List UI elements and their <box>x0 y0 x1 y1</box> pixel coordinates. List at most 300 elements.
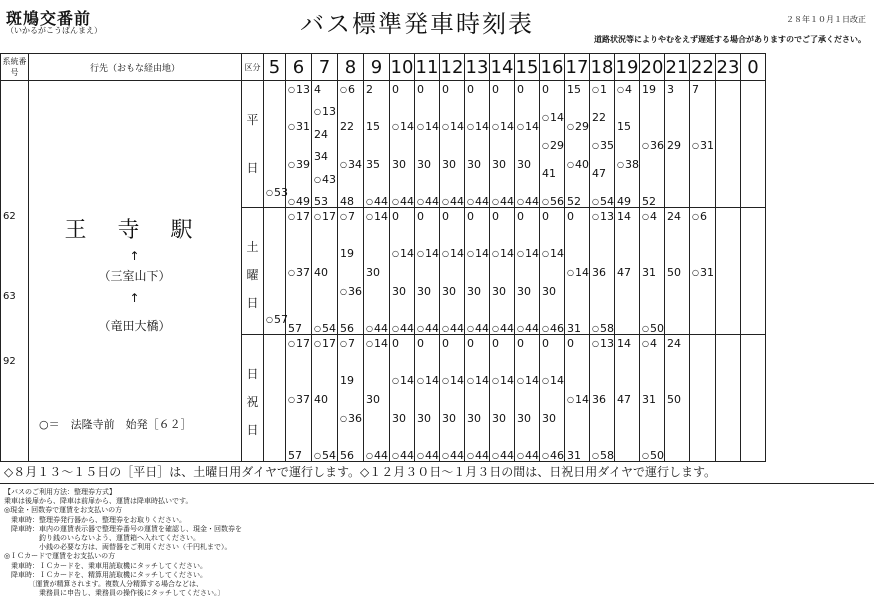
origin-mark-icon: ○ <box>392 451 399 460</box>
departure-minute <box>667 267 681 279</box>
minute-value: 7 <box>347 210 355 223</box>
day-type-label: 日 <box>246 161 259 175</box>
departure-minute <box>567 211 574 223</box>
origin-mark-icon: ○ <box>542 249 549 258</box>
minute-value: 58 <box>599 322 614 335</box>
minute-value: 37 <box>295 266 310 279</box>
minute-value: 13 <box>599 210 614 223</box>
departure-minute <box>567 121 589 133</box>
minute-cell <box>540 335 565 462</box>
departure-minute <box>467 338 474 350</box>
minute-value: 30 <box>417 285 431 298</box>
departure-minute <box>392 211 399 223</box>
departure-minute <box>288 211 310 223</box>
departure-minute <box>592 196 614 208</box>
minute-value: 14 <box>424 120 439 133</box>
origin-mark-icon: ○ <box>467 451 474 460</box>
minute-value: 44 <box>449 322 464 335</box>
departure-minute <box>617 267 631 279</box>
minute-value: 46 <box>549 449 564 462</box>
hour-header: 23 <box>716 54 741 81</box>
minute-value: 31 <box>642 393 656 406</box>
rule-line: 【バスのご利用方法：整理券方式】 <box>4 488 116 496</box>
departure-minute <box>492 159 506 171</box>
origin-mark-icon: ○ <box>592 212 599 221</box>
departure-minute <box>417 121 439 133</box>
minute-cell <box>440 335 465 462</box>
hour-header: 22 <box>690 54 716 81</box>
minute-value: 6 <box>347 83 355 96</box>
origin-mark-icon: ○ <box>492 249 499 258</box>
revision-date: ２８年１０月１日改正 <box>786 15 866 24</box>
origin-mark-icon: ○ <box>492 197 499 206</box>
hour-header: 15 <box>515 54 540 81</box>
departure-minute <box>288 196 310 208</box>
rule-line: 〔運賃が精算されます。複数人分精算する場合などは、 <box>4 580 203 589</box>
minute-value: 14 <box>499 374 514 387</box>
departure-minute <box>517 84 524 96</box>
departure-minute <box>542 84 549 96</box>
origin-mark-icon: ○ <box>288 85 295 94</box>
departure-minute <box>592 112 606 124</box>
origin-mark-icon: ○ <box>467 324 474 333</box>
origin-mark-icon: ○ <box>366 324 373 333</box>
minute-value: 40 <box>574 158 589 171</box>
departure-minute <box>417 159 431 171</box>
departure-minute <box>617 394 631 406</box>
minute-value: 14 <box>549 111 564 124</box>
origin-mark-icon: ○ <box>417 324 424 333</box>
departure-minute <box>642 84 656 96</box>
hour-header: 7 <box>312 54 338 81</box>
minute-value: 0 <box>442 83 449 96</box>
departure-minute <box>542 413 556 425</box>
departure-minute <box>592 84 607 96</box>
minute-cell <box>590 208 615 335</box>
departure-minute <box>517 338 524 350</box>
departure-minute <box>417 248 439 260</box>
minute-cell <box>690 335 716 462</box>
departure-minute <box>567 394 589 406</box>
origin-mark-icon: ○ <box>314 175 321 184</box>
minute-cell <box>312 81 338 208</box>
departure-minute <box>366 323 388 335</box>
minute-value: 46 <box>549 322 564 335</box>
minute-cell <box>690 208 716 335</box>
departure-minute <box>340 375 354 387</box>
departure-minute <box>567 196 581 208</box>
minute-value: 0 <box>392 83 399 96</box>
origin-mark-icon: ○ <box>567 122 574 131</box>
minute-value: 24 <box>667 210 681 223</box>
minute-value: 34 <box>347 158 362 171</box>
minute-value: 17 <box>295 210 310 223</box>
departure-minute <box>542 196 564 208</box>
departure-minute <box>542 112 564 124</box>
departure-minute <box>667 140 681 152</box>
minute-cell <box>565 81 590 208</box>
minute-value: 50 <box>667 266 681 279</box>
minute-value: 30 <box>417 158 431 171</box>
route-number: 62 <box>3 211 16 222</box>
departure-minute <box>366 338 388 350</box>
minute-cell <box>465 208 490 335</box>
minute-value: 4 <box>649 210 657 223</box>
minute-value: 14 <box>449 247 464 260</box>
origin-mark-icon: ○ <box>517 324 524 333</box>
departure-minute <box>314 106 336 118</box>
minute-value: 44 <box>499 322 514 335</box>
departure-minute <box>314 338 336 350</box>
minute-cell <box>465 81 490 208</box>
departure-minute <box>340 248 354 260</box>
departure-minute <box>340 196 354 208</box>
origin-mark-icon: ○ <box>288 395 295 404</box>
departure-minute <box>492 338 499 350</box>
minute-cell <box>540 208 565 335</box>
departure-minute <box>517 323 539 335</box>
minute-value: 30 <box>366 266 380 279</box>
departure-minute <box>542 338 549 350</box>
minute-value: 44 <box>373 195 388 208</box>
minute-cell <box>264 208 286 335</box>
minute-cell <box>338 208 364 335</box>
minute-value: 44 <box>399 195 414 208</box>
departure-minute <box>617 159 639 171</box>
departure-minute <box>442 375 464 387</box>
minute-cell <box>741 208 766 335</box>
departure-minute <box>492 196 514 208</box>
departure-minute <box>340 121 354 133</box>
minute-value: 31 <box>699 139 714 152</box>
minute-value: 0 <box>467 210 474 223</box>
departure-minute <box>492 286 506 298</box>
minute-cell <box>741 335 766 462</box>
minute-value: 30 <box>517 158 531 171</box>
departure-minute <box>667 211 681 223</box>
minute-value: 50 <box>649 322 664 335</box>
origin-mark-icon: ○ <box>467 197 474 206</box>
minute-value: 44 <box>424 195 439 208</box>
destination-name: 王 寺 駅 <box>64 218 205 243</box>
departure-minute <box>617 338 631 350</box>
rule-line: 降車時：ＩＣカードを、精算用読取機にタッチしてください。 <box>4 570 207 579</box>
minute-value: 29 <box>667 139 681 152</box>
origin-mark-icon: ○ <box>266 315 273 324</box>
departure-minute <box>642 267 656 279</box>
origin-mark-icon: ○ <box>288 212 295 221</box>
minute-cell <box>741 81 766 208</box>
origin-mark-icon: ○ <box>642 451 649 460</box>
departure-minute <box>442 84 449 96</box>
day-type-label: 土 <box>246 240 259 254</box>
minute-cell <box>490 208 515 335</box>
hour-header: 8 <box>338 54 364 81</box>
departure-minute <box>417 286 431 298</box>
origin-mark-icon: ○ <box>592 141 599 150</box>
departure-minute <box>642 338 657 350</box>
minute-value: 53 <box>314 195 328 208</box>
origin-mark-icon: ○ <box>592 324 599 333</box>
departure-minute <box>417 413 431 425</box>
minute-value: 47 <box>592 167 606 180</box>
departure-minute <box>366 211 388 223</box>
origin-mark-icon: ○ <box>288 122 295 131</box>
minute-value: 49 <box>295 195 310 208</box>
minute-value: 31 <box>699 266 714 279</box>
departure-minute <box>692 211 707 223</box>
minute-cell <box>286 81 312 208</box>
departure-minute <box>592 394 606 406</box>
departure-minute <box>314 196 328 208</box>
route-number-cell <box>1 81 29 462</box>
departure-minute <box>314 84 321 96</box>
departure-minute <box>517 248 539 260</box>
route-number: 92 <box>3 356 16 367</box>
arrow-up-icon: ↑ <box>129 249 140 263</box>
minute-value: 40 <box>314 393 328 406</box>
minute-value: 30 <box>542 285 556 298</box>
minute-value: 14 <box>524 120 539 133</box>
origin-mark-icon: ○ <box>467 376 474 385</box>
origin-mark-icon: ○ <box>542 376 549 385</box>
minute-value: 15 <box>366 120 380 133</box>
origin-mark-icon: ○ <box>340 85 347 94</box>
departure-minute <box>617 211 631 223</box>
hour-header: 11 <box>415 54 440 81</box>
departure-minute <box>442 338 449 350</box>
departure-minute <box>692 140 714 152</box>
minute-value: 44 <box>399 322 414 335</box>
minute-value: 4 <box>649 337 657 350</box>
departure-minute <box>642 211 657 223</box>
departure-minute <box>542 248 564 260</box>
arrow-up-icon: ↑ <box>129 291 140 305</box>
minute-value: 7 <box>347 337 355 350</box>
day-type-label: 祝 <box>246 395 259 409</box>
minute-value: 2 <box>366 83 373 96</box>
minute-cell <box>440 81 465 208</box>
minute-cell <box>312 208 338 335</box>
hour-header: 19 <box>615 54 640 81</box>
minute-value: 54 <box>599 195 614 208</box>
departure-minute <box>417 338 424 350</box>
minute-cell <box>615 335 640 462</box>
departure-minute <box>340 338 355 350</box>
origin-mark-icon: ○ <box>692 268 699 277</box>
departure-minute <box>442 196 464 208</box>
day-type-header: 区分 <box>242 54 264 81</box>
departure-minute <box>288 159 310 171</box>
minute-value: 14 <box>449 120 464 133</box>
minute-cell <box>716 335 741 462</box>
minute-cell <box>338 335 364 462</box>
minute-cell <box>515 335 540 462</box>
origin-mark-icon: ○ <box>492 324 499 333</box>
minute-value: 44 <box>524 195 539 208</box>
origin-mark-icon: ○ <box>542 451 549 460</box>
minute-value: 36 <box>347 412 362 425</box>
origin-mark-icon: ○ <box>567 395 574 404</box>
minute-cell <box>364 81 390 208</box>
departure-minute <box>667 84 674 96</box>
minute-value: 35 <box>599 139 614 152</box>
day-type-cell <box>242 208 264 335</box>
minute-value: 14 <box>524 247 539 260</box>
minute-value: 29 <box>574 120 589 133</box>
origin-mark-icon: ○ <box>314 324 321 333</box>
origin-mark-icon: ○ <box>517 451 524 460</box>
minute-cell <box>565 335 590 462</box>
minute-cell <box>640 335 665 462</box>
departure-minute <box>542 168 556 180</box>
minute-value: 30 <box>392 285 406 298</box>
origin-mark-icon: ○ <box>366 212 373 221</box>
minute-value: 14 <box>424 247 439 260</box>
departure-minute <box>417 375 439 387</box>
minute-value: 44 <box>373 322 388 335</box>
origin-mark-icon: ○ <box>492 451 499 460</box>
origin-mark-icon: ○ <box>467 249 474 258</box>
hour-header: 14 <box>490 54 515 81</box>
hour-header: 18 <box>590 54 615 81</box>
minute-value: 0 <box>467 337 474 350</box>
minute-value: 30 <box>492 412 506 425</box>
departure-minute <box>542 211 549 223</box>
departure-minute <box>417 323 439 335</box>
departure-minute <box>517 196 539 208</box>
minute-cell <box>690 81 716 208</box>
departure-minute <box>467 196 489 208</box>
minute-cell <box>415 81 440 208</box>
departure-minute <box>417 211 424 223</box>
minute-cell <box>615 208 640 335</box>
departure-minute <box>467 248 489 260</box>
boarding-rules <box>4 488 242 598</box>
minute-value: 54 <box>321 322 336 335</box>
minute-cell <box>364 208 390 335</box>
hour-header: 20 <box>640 54 665 81</box>
departure-minute <box>366 84 373 96</box>
departure-minute <box>314 267 328 279</box>
minute-cell <box>640 208 665 335</box>
hour-header: 21 <box>665 54 690 81</box>
minute-value: 22 <box>340 120 354 133</box>
minute-value: 0 <box>517 337 524 350</box>
origin-mark-icon: ○ <box>288 160 295 169</box>
minute-value: 44 <box>449 195 464 208</box>
minute-value: 24 <box>314 128 328 141</box>
origin-mark-icon: ○ <box>366 339 373 348</box>
hour-header: 10 <box>390 54 415 81</box>
departure-minute <box>392 323 414 335</box>
minute-cell <box>286 208 312 335</box>
minute-value: 0 <box>517 210 524 223</box>
origin-mark-icon: ○ <box>442 451 449 460</box>
departure-minute <box>642 140 664 152</box>
rule-line: 乗車は後扉から、降車は前扉から、運賃は降車時払いです。 <box>4 497 193 506</box>
origin-mark-icon: ○ <box>314 212 321 221</box>
origin-mark-icon: ○ <box>417 451 424 460</box>
departure-minute <box>366 267 380 279</box>
departure-minute <box>417 196 439 208</box>
origin-mark-icon: ○ <box>442 324 449 333</box>
day-type-row <box>1 81 766 208</box>
departure-minute <box>314 174 336 186</box>
departure-minute <box>314 151 328 163</box>
origin-mark-icon: ○ <box>542 141 549 150</box>
origin-mark-icon: ○ <box>417 376 424 385</box>
departure-minute <box>467 121 489 133</box>
minute-value: 14 <box>474 374 489 387</box>
origin-mark-icon: ○ <box>266 188 273 197</box>
minute-value: 22 <box>592 111 606 124</box>
departure-minute <box>340 323 354 335</box>
departure-minute <box>567 338 574 350</box>
departure-minute <box>592 267 606 279</box>
departure-minute <box>642 196 656 208</box>
departure-minute <box>288 323 302 335</box>
minute-value: 14 <box>617 210 631 223</box>
minute-value: 36 <box>347 285 362 298</box>
minute-value: 56 <box>340 449 354 462</box>
day-type-label: 平 <box>246 113 259 127</box>
departure-minute <box>517 413 531 425</box>
minute-value: 7 <box>692 83 699 96</box>
minute-value: 0 <box>492 210 499 223</box>
origin-mark-icon: ○ <box>642 141 649 150</box>
minute-value: 30 <box>517 412 531 425</box>
minute-cell <box>490 335 515 462</box>
hour-header: 5 <box>264 54 286 81</box>
departure-minute <box>442 413 456 425</box>
minute-value: 13 <box>599 337 614 350</box>
minute-value: 30 <box>392 158 406 171</box>
minute-value: 57 <box>288 322 302 335</box>
origin-mark-icon: ○ <box>340 160 347 169</box>
origin-mark-icon: ○ <box>467 122 474 131</box>
timetable <box>0 53 766 462</box>
route-number: 63 <box>3 291 16 302</box>
departure-minute <box>592 338 614 350</box>
minute-value: 36 <box>592 393 606 406</box>
departure-minute <box>467 323 489 335</box>
hour-header: 17 <box>565 54 590 81</box>
departure-minute <box>442 248 464 260</box>
minute-cell <box>590 335 615 462</box>
origin-mark-icon: ○ <box>288 268 295 277</box>
minute-value: 0 <box>542 83 549 96</box>
departure-minute <box>642 323 664 335</box>
origin-legend: ○＝ 法隆寺前 始発［６２］ <box>39 418 192 431</box>
minute-value: 57 <box>288 449 302 462</box>
minute-value: 0 <box>567 337 574 350</box>
departure-minute <box>592 211 614 223</box>
minute-value: 36 <box>649 139 664 152</box>
departure-minute <box>288 121 310 133</box>
departure-minute <box>442 323 464 335</box>
minute-value: 14 <box>574 266 589 279</box>
minute-value: 44 <box>474 322 489 335</box>
departure-minute <box>392 375 414 387</box>
origin-mark-icon: ○ <box>517 376 524 385</box>
minute-value: 34 <box>314 150 328 163</box>
origin-mark-icon: ○ <box>314 451 321 460</box>
origin-mark-icon: ○ <box>542 197 549 206</box>
minute-value: 15 <box>567 83 581 96</box>
departure-minute <box>288 338 310 350</box>
departure-minute <box>567 84 581 96</box>
